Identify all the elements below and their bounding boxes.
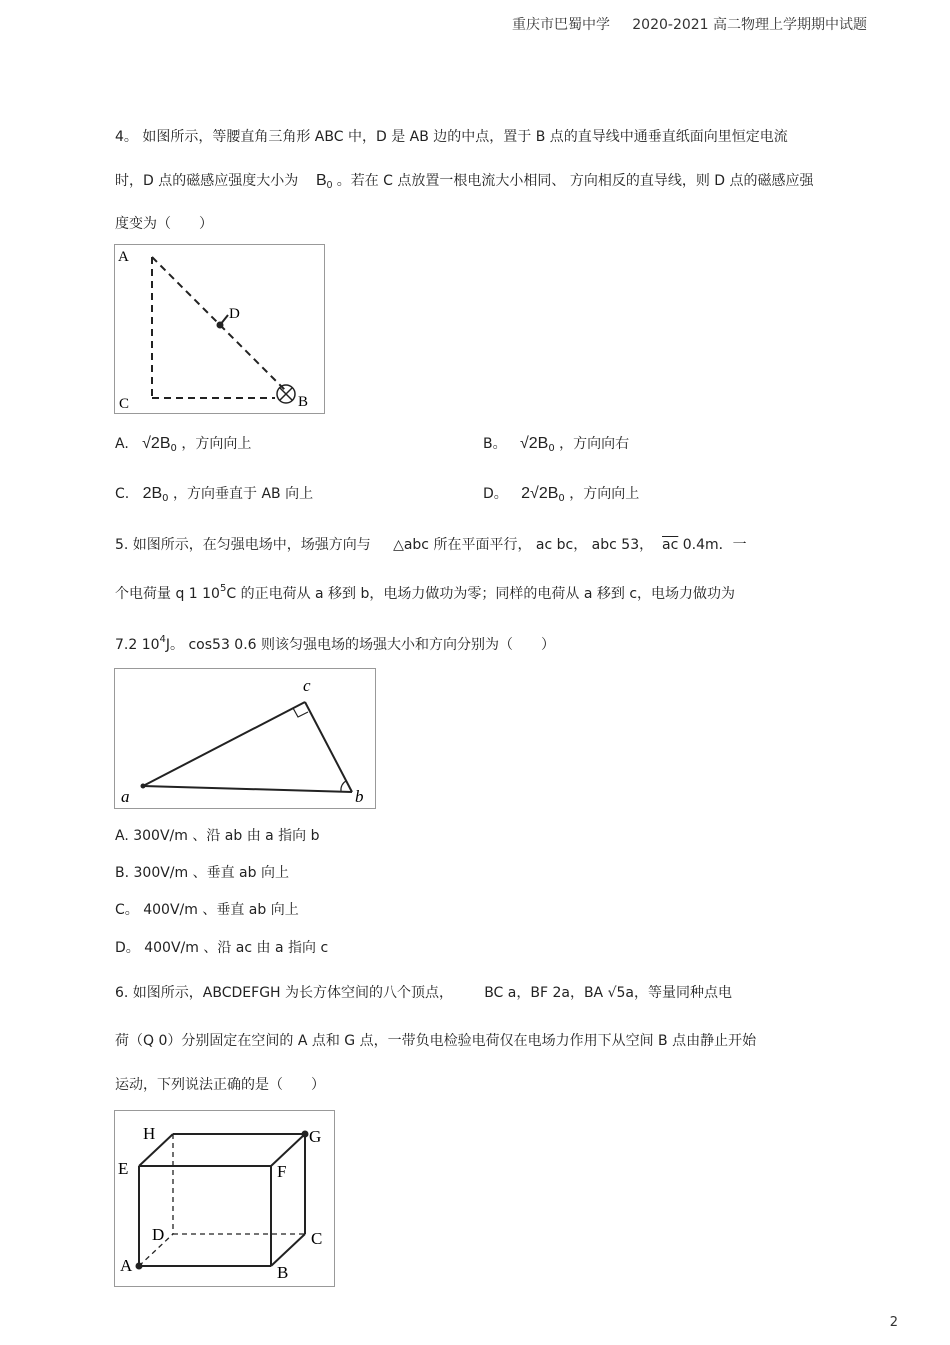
q4-label-b: B bbox=[298, 394, 309, 410]
header-school: 重庆市巴蜀中学 bbox=[512, 17, 610, 33]
q5-point-a bbox=[141, 784, 146, 789]
q4-triangle-svg bbox=[115, 245, 324, 413]
q4-option-b-math: √2B bbox=[519, 435, 549, 452]
q5-line1-ac-vector: $\overline{ac}$ bbox=[662, 537, 679, 553]
q4-option-b-text: ，方向向右 bbox=[559, 436, 630, 452]
q5-line1-d: 0.4m．一 bbox=[678, 537, 747, 553]
q5-option-c: C。 400V/m 、垂直 ab 向上 bbox=[115, 902, 299, 918]
q6-label-b: B bbox=[277, 1263, 289, 1282]
q6-line1 bbox=[115, 982, 732, 1002]
q4-label-d: D bbox=[229, 306, 240, 322]
page-number: 2 bbox=[889, 1315, 898, 1330]
q6-charge-g bbox=[302, 1131, 309, 1138]
q4-option-c bbox=[115, 483, 313, 504]
q4-option-a-math: √2B bbox=[142, 435, 171, 452]
q4-line1: 4。 如图所示，等腰直角三角形 ABC 中，D 是 AB 边的中点，置于 B 点的直导线中通垂直纸面向里恒定电流 bbox=[115, 129, 788, 145]
q6-label-d: D bbox=[152, 1225, 165, 1244]
q4-option-d bbox=[483, 483, 639, 504]
q5-angle-b-arc bbox=[341, 781, 346, 791]
q5-line1-a: 5. 如图所示，在匀强电场中，场强方向与 bbox=[115, 537, 371, 553]
page-header bbox=[512, 14, 867, 34]
q4-option-a-sub: 0 bbox=[170, 443, 177, 454]
q4-line2-c: 。若在 C 点放置一根电流大小相同、 方向相反的直导线，则 D 点的磁感应强 bbox=[336, 173, 814, 189]
q5-label-b: b bbox=[355, 787, 364, 806]
q4-option-a-label: A. bbox=[115, 436, 129, 452]
q5-line-ab bbox=[143, 786, 352, 792]
q6-label-c: C bbox=[311, 1229, 323, 1248]
q4-option-d-math: 2√2B bbox=[521, 485, 559, 502]
q5-option-a: A. 300V/m 、沿 ab 由 a 指向 b bbox=[115, 828, 320, 844]
q5-line2-sup: 5 bbox=[219, 583, 227, 594]
q4-option-d-label: D。 bbox=[483, 486, 508, 502]
q4-option-c-sub: 0 bbox=[162, 493, 169, 504]
q4-option-c-label: C. bbox=[115, 486, 130, 502]
q5-line2-b: C 的正电荷从 a 移到 b，电场力做功为零；同样的电荷从 a 移到 c，电场力做功为 bbox=[226, 586, 736, 602]
q4-option-b-sub: 0 bbox=[548, 443, 555, 454]
q4-d-tick bbox=[220, 315, 228, 325]
q4-option-c-math: 2B bbox=[142, 485, 163, 502]
q4-line2-a: 时，D 点的磁感应强度大小为 bbox=[115, 173, 299, 189]
q4-label-a: A bbox=[118, 249, 129, 265]
q4-option-c-text: ，方向垂直于 AB 向上 bbox=[173, 486, 314, 502]
q5-option-b: B. 300V/m 、垂直 ab 向上 bbox=[115, 865, 289, 881]
q6-label-e: E bbox=[118, 1159, 129, 1178]
q5-label-c: c bbox=[303, 676, 311, 695]
q6-charge-a bbox=[136, 1263, 143, 1270]
q4-b0-letter: B bbox=[316, 172, 327, 189]
q5-line3-b: J。 cos53 0.6 则该匀强电场的场强大小和方向分别为（ ） bbox=[165, 637, 556, 653]
q5-right-angle-mark bbox=[293, 708, 308, 717]
q4-option-d-sub: 0 bbox=[558, 493, 565, 504]
q4-line2 bbox=[115, 170, 814, 191]
q4-label-c: C bbox=[119, 396, 130, 412]
q6-label-a: A bbox=[120, 1256, 133, 1275]
q4-b0-sub: 0 bbox=[326, 180, 333, 191]
q5-line3-sup: 4 bbox=[159, 634, 166, 645]
header-title: 2020-2021 高二物理上学期期中试题 bbox=[632, 17, 868, 33]
q6-line1-b: BC a，BF 2a，BA √5a，等量同种点电 bbox=[484, 985, 732, 1001]
q6-line1-a: 6. 如图所示，ABCDEFGH 为长方体空间的八个顶点， bbox=[115, 985, 454, 1001]
q5-line3 bbox=[115, 634, 555, 654]
q5-triangle-svg bbox=[115, 669, 375, 808]
q6-line3: 运动，下列说法正确的是（ ） bbox=[115, 1077, 325, 1093]
q6-edge-bc bbox=[271, 1234, 305, 1266]
q6-line2: 荷（Q 0）分别固定在空间的 A 点和 G 点，一带负电检验电荷仅在电场力作用下从空间 B 点由静止开始 bbox=[115, 1033, 757, 1049]
q4-triangle-figure bbox=[114, 244, 325, 414]
q5-triangle-figure bbox=[114, 668, 376, 809]
q6-cuboid-figure bbox=[114, 1110, 335, 1287]
q5-line1 bbox=[115, 534, 747, 554]
q6-label-h: H bbox=[143, 1124, 156, 1143]
q5-label-a: a bbox=[121, 787, 130, 806]
q6-label-g: G bbox=[309, 1127, 322, 1146]
q6-label-f: F bbox=[277, 1162, 287, 1181]
q4-option-a bbox=[115, 433, 251, 454]
q4-line3: 度变为（ ） bbox=[115, 216, 213, 232]
q5-option-d: D。 400V/m 、沿 ac 由 a 指向 c bbox=[115, 940, 329, 956]
q5-line2-a: 个电荷量 q 1 10 bbox=[115, 586, 220, 602]
q5-line2 bbox=[115, 583, 735, 603]
q5-line3-a: 7.2 10 bbox=[115, 637, 160, 653]
q4-b0 bbox=[316, 172, 332, 189]
q4-option-d-text: ，方向向上 bbox=[569, 486, 640, 502]
q5-line-cb bbox=[305, 702, 352, 792]
q6-cuboid-svg bbox=[115, 1111, 334, 1286]
q5-line1-b: △abc 所在平面平行， ac bc， abc 53， bbox=[393, 537, 654, 553]
q5-line-ac bbox=[143, 702, 305, 786]
q4-option-a-text: ，方向向上 bbox=[181, 436, 252, 452]
q4-option-b bbox=[483, 433, 629, 454]
q4-option-b-label: B。 bbox=[483, 436, 507, 452]
